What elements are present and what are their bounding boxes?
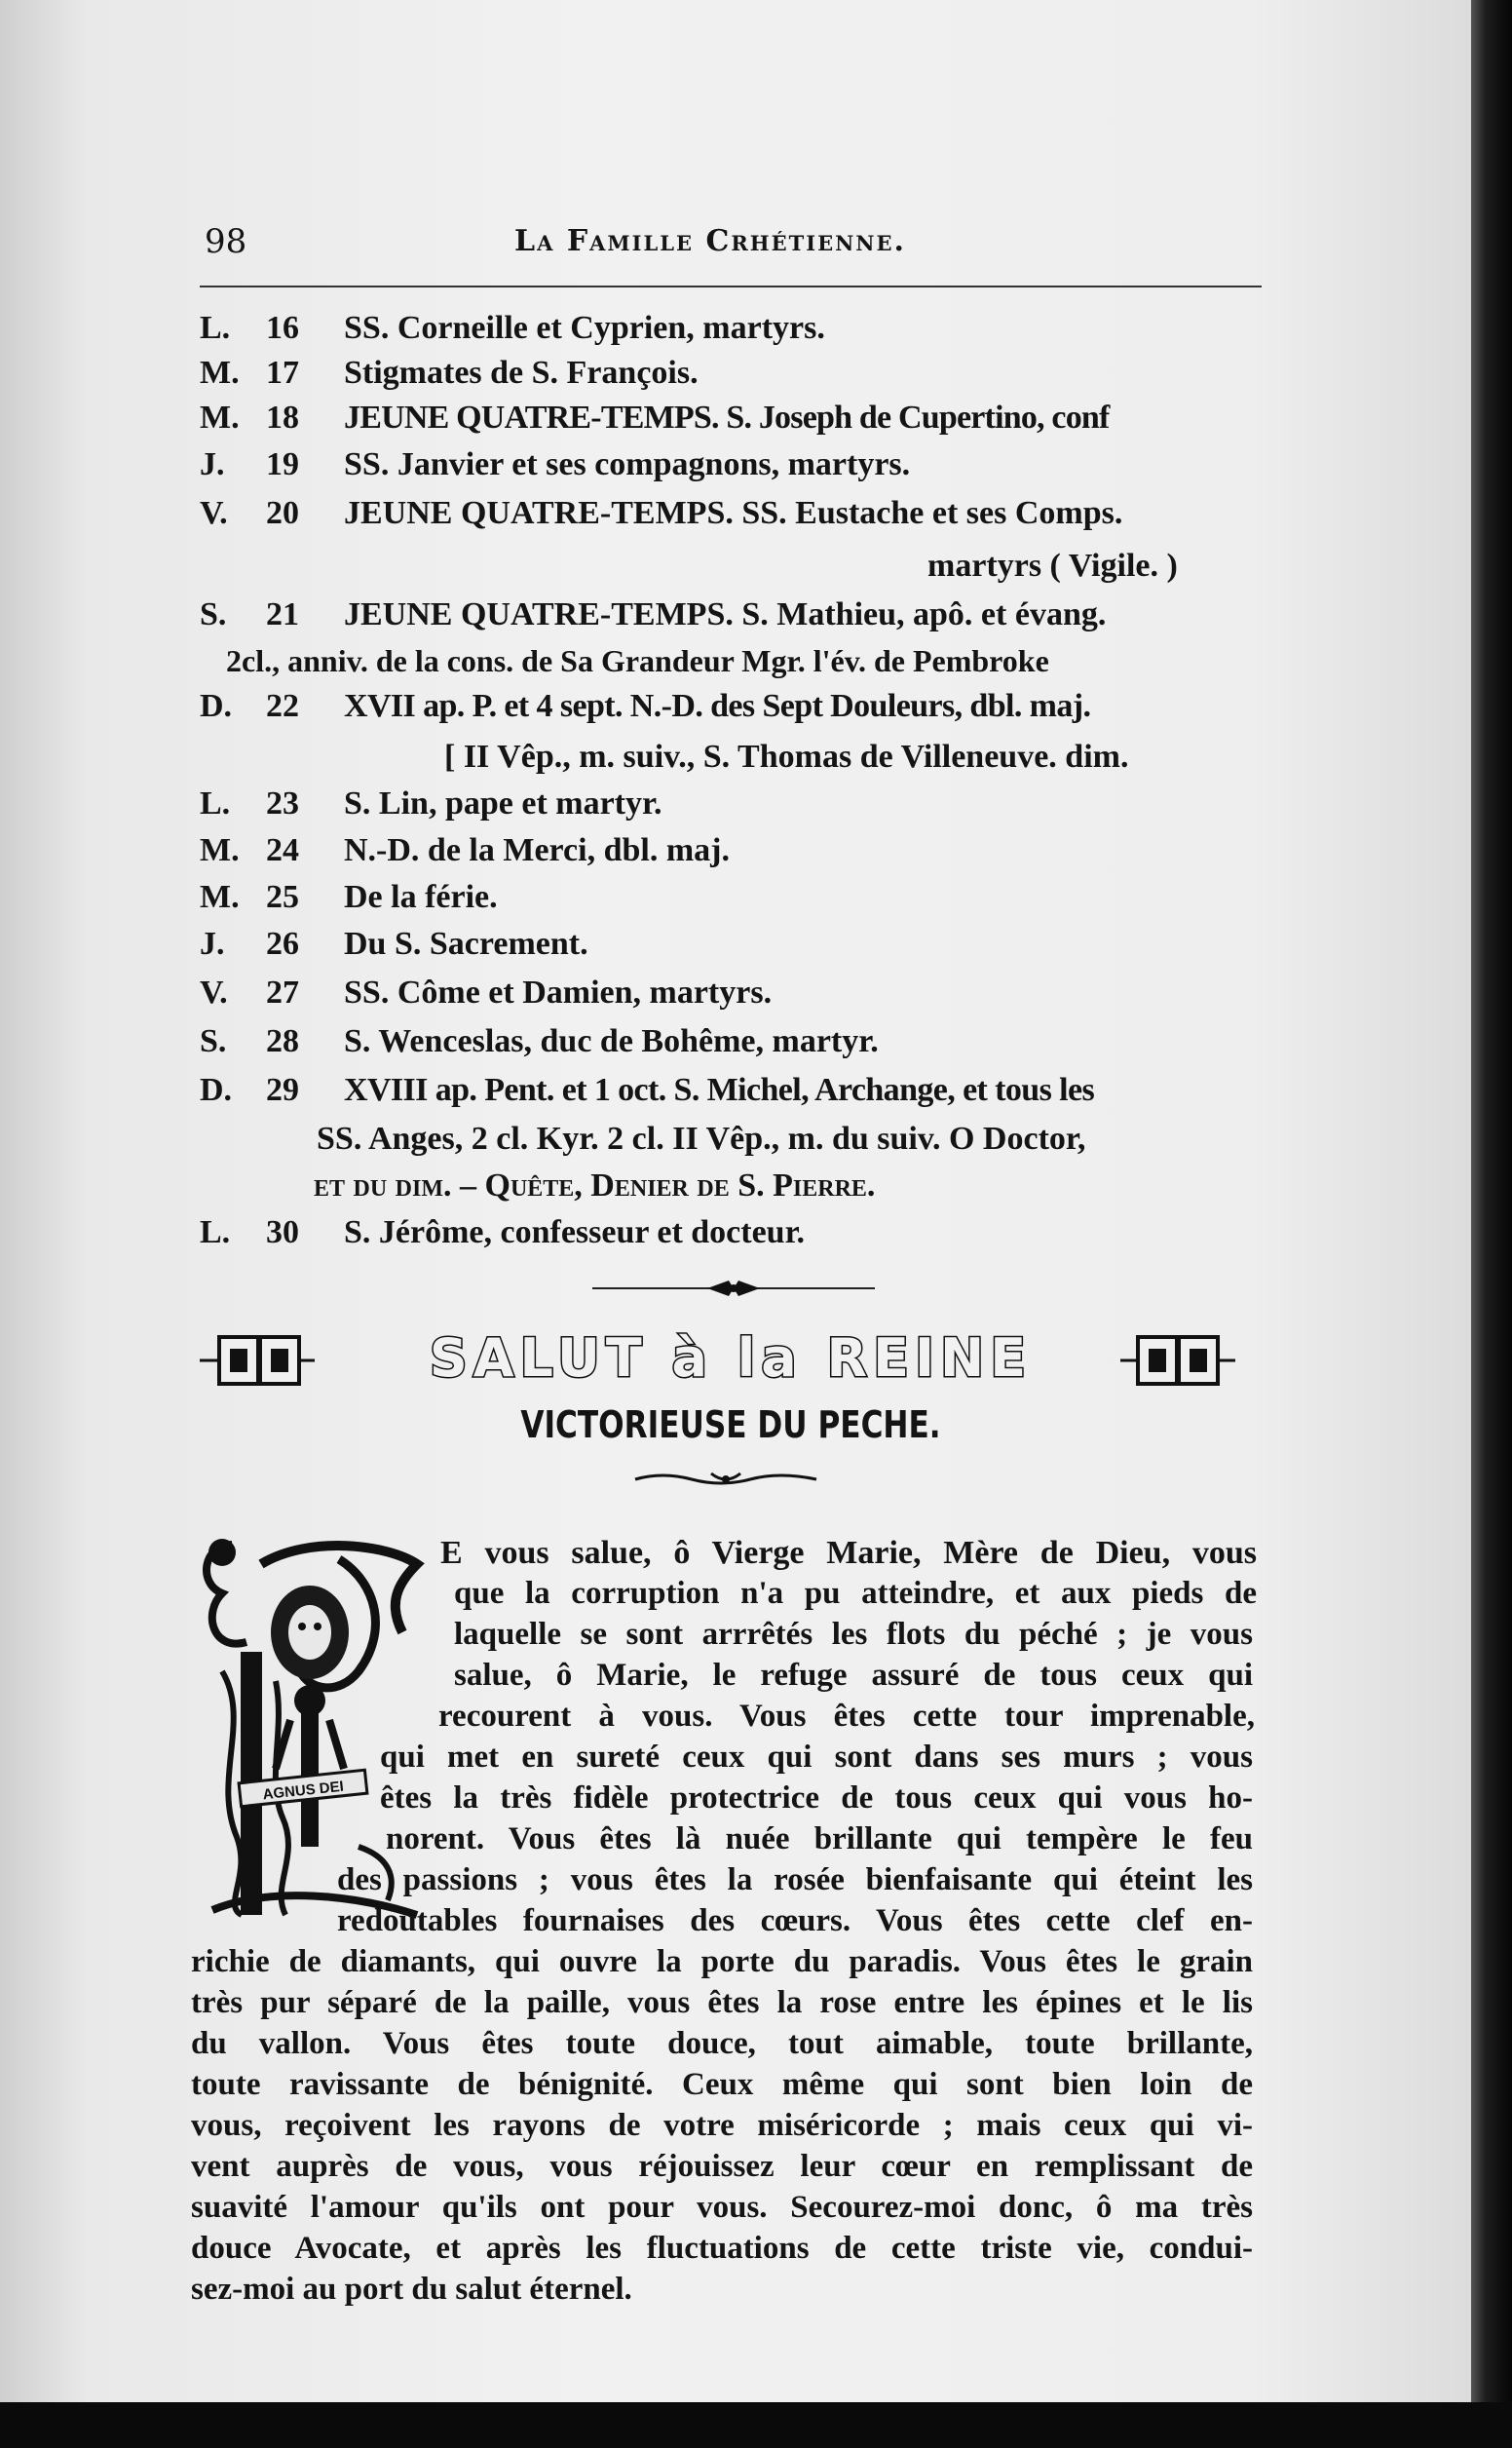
page-header xyxy=(205,222,1266,267)
feast-text: JEUNE QUATRE-TEMPS. SS. Eustache et ses Comps. xyxy=(344,495,1123,531)
small-flourish xyxy=(633,1468,818,1489)
date-number: 29 xyxy=(266,1072,299,1108)
weekday: L. xyxy=(200,1214,231,1250)
prayer-line: qui met en sureté ceux qui sont dans ses murs ; vous xyxy=(380,1740,1253,1775)
feast-text: S. Jérôme, confesseur et docteur. xyxy=(344,1214,806,1250)
prayer-line: très pur séparé de la paille, vous êtes la rose entre les épines et le lis xyxy=(191,1985,1253,2020)
weekday: V. xyxy=(200,495,228,531)
scan-edge-right xyxy=(1471,0,1512,2448)
prayer-line: sez-moi au port du salut éternel. xyxy=(191,2272,632,2307)
page-number: 98 xyxy=(205,222,247,261)
calendar-row xyxy=(200,1023,1276,1068)
prayer-line: laquelle se sont arrrêtés les flots du péché ; je vous xyxy=(454,1617,1253,1652)
calendar-row xyxy=(200,596,1276,641)
ornament-left-icon xyxy=(200,1331,315,1390)
weekday: M. xyxy=(200,400,240,436)
date-number: 19 xyxy=(266,446,299,482)
calendar-continuation: et du dim. – Quête, Denier de S. Pierre. xyxy=(314,1167,876,1204)
dropcap-inscription: AGNUS DEI xyxy=(261,1778,345,1804)
calendar-row xyxy=(200,879,1276,924)
calendar-row xyxy=(200,975,1276,1019)
weekday: M. xyxy=(200,355,240,391)
calendar-row xyxy=(200,832,1276,877)
prayer-line: recourent à vous. Vous êtes cette tour imprenable, xyxy=(438,1699,1255,1734)
weekday: M. xyxy=(200,879,240,915)
prayer-line: suavité l'amour qu'ils ont pour vous. Secourez-moi donc, ô ma très xyxy=(191,2190,1253,2225)
prayer-title: SALUT à la REINE xyxy=(429,1327,1033,1389)
calendar-row xyxy=(200,400,1276,444)
weekday: S. xyxy=(200,1023,227,1059)
calendar-row xyxy=(200,446,1276,491)
calendar-row xyxy=(200,310,1276,355)
prayer-line: vent auprès de vous, vous réjouissez leur cœur en remplissant de xyxy=(191,2149,1253,2184)
feast-text: S. Wenceslas, duc de Bohême, martyr. xyxy=(344,1023,879,1059)
scan-edge-bottom xyxy=(0,2402,1512,2448)
feast-text: S. Lin, pape et martyr. xyxy=(344,785,662,822)
prayer-line: norent. Vous êtes là nuée brillante qui tempère le feu xyxy=(386,1821,1253,1856)
calendar-continuation: SS. Anges, 2 cl. Kyr. 2 cl. II Vêp., m. du suiv. O Doctor, xyxy=(317,1121,1086,1157)
weekday: M. xyxy=(200,832,240,868)
calendar-row xyxy=(200,495,1276,540)
date-number: 20 xyxy=(266,495,299,531)
weekday: S. xyxy=(200,596,227,632)
prayer-line: richie de diamants, qui ouvre la porte du paradis. Vous êtes le grain xyxy=(191,1944,1253,1979)
date-number: 28 xyxy=(266,1023,299,1059)
calendar-continuation: 2cl., anniv. de la cons. de Sa Grandeur Mgr. l'év. de Pembroke xyxy=(226,643,1049,678)
prayer-subtitle: VICTORIEUSE DU PECHE. xyxy=(520,1403,941,1446)
prayer-line: que la corruption n'a pu atteindre, et aux pieds de xyxy=(454,1576,1257,1611)
ornament-right-icon xyxy=(1120,1331,1235,1390)
prayer-line: du vallon. Vous êtes toute douce, tout aimable, toute brillante, xyxy=(191,2026,1253,2061)
prayer-line: E vous salue, ô Vierge Marie, Mère de Dieu, vous xyxy=(440,1535,1257,1571)
feast-text: SS. Côme et Damien, martyrs. xyxy=(344,975,773,1011)
feast-text: XVII ap. P. et 4 sept. N.-D. des Sept Douleurs, dbl. maj. xyxy=(344,688,1091,724)
calendar-row xyxy=(200,688,1276,733)
feast-text: Du S. Sacrement. xyxy=(344,926,588,962)
weekday: V. xyxy=(200,975,228,1011)
feast-text: JEUNE QUATRE-TEMPS. S. Joseph de Cupertino, conf xyxy=(344,400,1110,436)
weekday: L. xyxy=(200,310,231,346)
date-number: 17 xyxy=(266,355,299,391)
prayer-line: salue, ô Marie, le refuge assuré de tous ceux qui xyxy=(454,1658,1253,1693)
date-number: 22 xyxy=(266,688,299,724)
calendar-continuation: martyrs ( Vigile. ) xyxy=(927,548,1178,584)
feast-text: N.-D. de la Merci, dbl. maj. xyxy=(344,832,730,868)
header-rule xyxy=(200,286,1262,287)
calendar-continuation: [ II Vêp., m. suiv., S. Thomas de Villeneuve. dim. xyxy=(444,739,1129,775)
prayer-line: toute ravissante de bénignité. Ceux même qui sont bien loin de xyxy=(191,2067,1253,2102)
date-number: 25 xyxy=(266,879,299,915)
feast-text: Stigmates de S. François. xyxy=(344,355,699,391)
feast-text: De la férie. xyxy=(344,879,498,915)
feast-text: SS. Corneille et Cyprien, martyrs. xyxy=(344,310,825,346)
prayer-line: douce Avocate, et après les fluctuations de cette triste vie, condui- xyxy=(191,2231,1253,2266)
weekday: D. xyxy=(200,1072,233,1108)
date-number: 21 xyxy=(266,596,299,632)
prayer-line: redoutables fournaises des cœurs. Vous êtes cette clef en- xyxy=(337,1903,1253,1938)
prayer-line: des passions ; vous êtes la rosée bienfaisante qui éteint les xyxy=(337,1862,1253,1897)
calendar-row xyxy=(200,1072,1276,1117)
calendar-row xyxy=(200,926,1276,971)
prayer-line: vous, reçoivent les rayons de votre miséricorde ; mais ceux qui vi- xyxy=(191,2108,1253,2143)
weekday: L. xyxy=(200,785,231,822)
feast-text: XVIII ap. Pent. et 1 oct. S. Michel, Archange, et tous les xyxy=(344,1072,1095,1108)
calendar-row xyxy=(200,355,1276,400)
weekday: D. xyxy=(200,688,233,724)
date-number: 24 xyxy=(266,832,299,868)
weekday: J. xyxy=(200,446,225,482)
date-number: 30 xyxy=(266,1214,299,1250)
date-number: 16 xyxy=(266,310,299,346)
weekday: J. xyxy=(200,926,225,962)
calendar-row xyxy=(200,785,1276,830)
prayer-title-block xyxy=(200,1327,1262,1405)
feast-text: JEUNE QUATRE-TEMPS. S. Mathieu, apô. et évang. xyxy=(344,596,1107,632)
date-number: 27 xyxy=(266,975,299,1011)
ornamental-divider xyxy=(592,1277,875,1300)
prayer-line: êtes la très fidèle protectrice de tous ceux qui vous ho- xyxy=(380,1780,1253,1816)
date-number: 23 xyxy=(266,785,299,822)
date-number: 26 xyxy=(266,926,299,962)
feast-text: SS. Janvier et ses compagnons, martyrs. xyxy=(344,446,911,482)
date-number: 18 xyxy=(266,400,299,436)
calendar-row xyxy=(200,1214,1276,1259)
running-title: La Famille Crhétienne. xyxy=(514,224,906,258)
